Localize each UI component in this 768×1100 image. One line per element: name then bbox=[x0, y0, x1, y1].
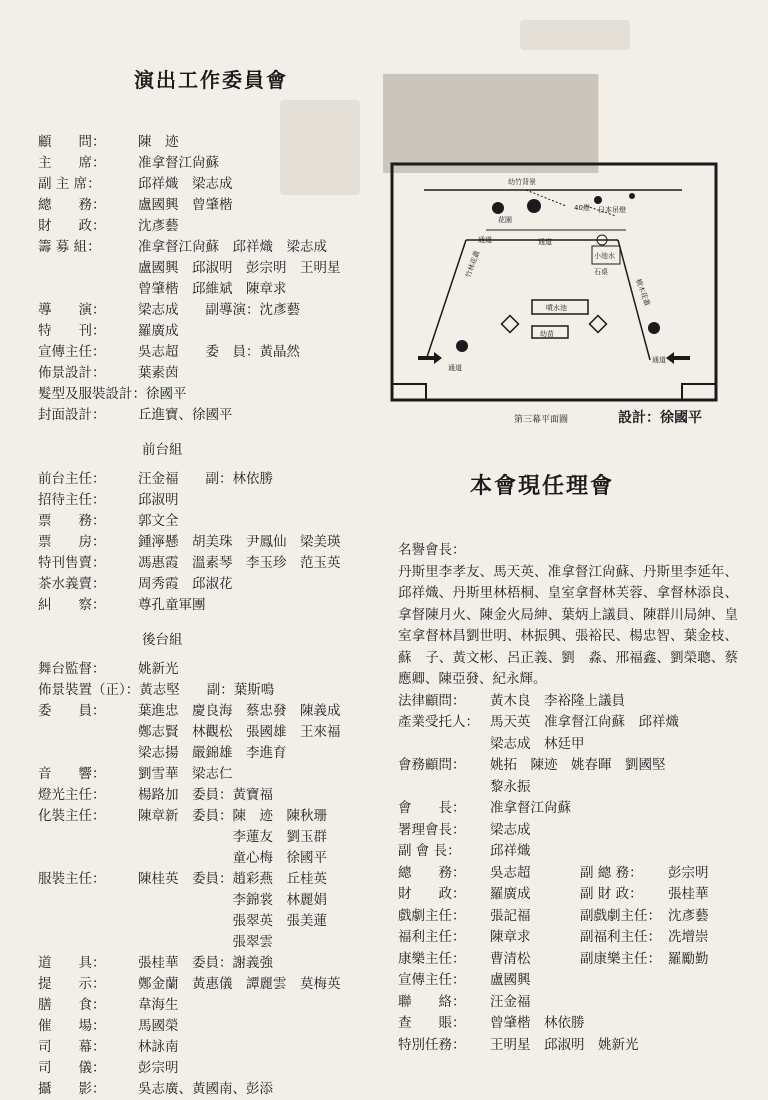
council-pair-row bbox=[398, 927, 738, 949]
council-pair-row bbox=[398, 884, 738, 906]
bleed-box bbox=[520, 20, 630, 50]
item-label bbox=[38, 279, 138, 300]
item-label: 化裝主任： bbox=[38, 808, 106, 824]
item-label: 委 員： bbox=[38, 703, 106, 719]
list-item bbox=[38, 1016, 408, 1037]
list-item bbox=[38, 469, 408, 490]
item-value: 黃志堅 副：葉斯鳴 bbox=[139, 682, 275, 698]
item-value: 沈彥藝 bbox=[668, 907, 709, 924]
item-value: 梁志成 bbox=[490, 821, 531, 838]
item-value: 吳志超 委 員：黃晶然 bbox=[138, 344, 300, 360]
item-label: 前台主任： bbox=[38, 471, 106, 487]
list-item bbox=[38, 680, 408, 701]
item-label: 提 示： bbox=[38, 976, 106, 992]
list-item bbox=[38, 953, 408, 974]
item-value: 徐國平 bbox=[146, 386, 187, 402]
item-label bbox=[398, 734, 490, 756]
item-label: 宣傳主任： bbox=[398, 972, 466, 988]
item-value: 王明星 邱淑明 姚新光 bbox=[490, 1036, 639, 1053]
item-value: 鄭志賢 林觀松 張國雄 王來福 bbox=[138, 724, 341, 740]
item-label: 特 刊： bbox=[38, 323, 106, 339]
item-value: 姚新光 bbox=[138, 661, 179, 677]
list-item bbox=[398, 777, 738, 799]
list-item bbox=[38, 701, 408, 722]
item-value: 黃木良 李裕隆上議員 bbox=[490, 692, 625, 709]
label-garden: 花園 bbox=[498, 216, 512, 224]
item-label: 總 務： bbox=[38, 197, 106, 213]
item-value: 汪金福 副：林依勝 bbox=[138, 471, 273, 487]
item-value: 童心梅 徐國平 bbox=[138, 850, 327, 866]
item-label: 查 賬： bbox=[398, 1015, 466, 1031]
item-value: 鍾濘懸 胡美珠 尹鳳仙 梁美瑛 bbox=[138, 534, 341, 550]
list-item bbox=[38, 659, 408, 680]
list-item bbox=[38, 258, 408, 279]
item-label: 糾 察： bbox=[38, 597, 106, 613]
page-title: 演出工作委員會 bbox=[134, 68, 288, 92]
item-label: 康樂主任： bbox=[398, 950, 466, 967]
list-item bbox=[398, 691, 738, 713]
list-item bbox=[38, 764, 408, 785]
item-value: 丘進寶、徐國平 bbox=[138, 407, 233, 423]
list-item bbox=[38, 300, 408, 321]
list-item bbox=[38, 1079, 408, 1100]
list-item bbox=[398, 755, 738, 777]
item-label: 福利主任： bbox=[398, 929, 466, 945]
item-label: 副 會 長： bbox=[398, 843, 461, 859]
list-item bbox=[38, 216, 408, 237]
committee-list bbox=[38, 132, 408, 1100]
item-value: 張桂華 bbox=[668, 886, 709, 902]
council-pair-row bbox=[398, 863, 738, 885]
list-item bbox=[38, 363, 408, 384]
item-label: 髮型及服裝設計： bbox=[38, 386, 146, 402]
item-value: 馮惠霞 溫素琴 李玉珍 范玉英 bbox=[138, 555, 341, 571]
item-label: 聯 絡： bbox=[398, 993, 466, 1010]
item-label: 司 幕： bbox=[38, 1039, 106, 1055]
item-label: 催 場： bbox=[38, 1018, 106, 1034]
item-value: 冼增崇 bbox=[668, 929, 709, 945]
item-label: 票 務： bbox=[38, 513, 106, 529]
item-label: 茶水義賣： bbox=[38, 576, 106, 592]
item-value: 梁志成 副導演：沈彥藝 bbox=[138, 302, 300, 318]
item-value: 羅廣成 bbox=[138, 323, 179, 339]
item-value: 葉素茵 bbox=[138, 365, 179, 381]
item-value: 馬天英 准拿督江尙蘇 邱祥熾 bbox=[490, 714, 679, 730]
item-label: 道 具： bbox=[38, 955, 106, 971]
label-lamp2: 日本吊燈 bbox=[598, 206, 626, 214]
item-label: 副康樂主任： bbox=[580, 950, 661, 967]
label-fountain-center: 噴水池 bbox=[546, 304, 567, 312]
label-lamp: 40燈 bbox=[574, 204, 590, 212]
item-label: 票 房： bbox=[38, 534, 106, 550]
item-label: 副 財 政： bbox=[580, 886, 643, 902]
item-value: 葉進忠 慶良海 蔡忠發 陳義成 bbox=[138, 703, 341, 719]
item-value: 盧國興 曾肇楷 bbox=[138, 197, 233, 213]
list-item bbox=[38, 785, 408, 806]
list-item bbox=[38, 195, 408, 216]
item-label: 膳 食： bbox=[38, 997, 106, 1013]
item-label: 籌 募 組： bbox=[38, 239, 101, 255]
item-label bbox=[38, 258, 138, 279]
council-pair-row bbox=[398, 906, 738, 928]
item-label: 佈景裝置（正）： bbox=[38, 682, 140, 698]
item-value: 劉雪華 梁志仁 bbox=[138, 766, 233, 782]
item-value: 黎永振 bbox=[490, 778, 531, 795]
item-value: 姚拓 陳迹 姚春暉 劉國堅 bbox=[490, 757, 666, 773]
item-value: 盧國興 邱淑明 彭宗明 王明星 bbox=[138, 260, 341, 276]
item-value: 梁志揚 嚴錦雄 李進育 bbox=[138, 745, 287, 761]
council-pair-row bbox=[398, 992, 738, 1014]
label-right: 樹木花叢 bbox=[634, 277, 652, 307]
item-label bbox=[38, 743, 138, 764]
item-value: 吳志超 bbox=[490, 864, 531, 881]
item-value: 陳章求 bbox=[490, 929, 531, 945]
list-item bbox=[38, 321, 408, 342]
item-label bbox=[38, 911, 138, 932]
item-label: 顧 問： bbox=[38, 134, 106, 150]
item-value: 李蓮友 劉玉群 bbox=[138, 829, 327, 845]
item-value: 陳章新 委員：陳 迹 陳秋珊 bbox=[138, 808, 327, 824]
item-label: 戲劇主任： bbox=[398, 907, 466, 924]
item-value: 陳 迹 bbox=[138, 134, 179, 150]
item-value: 羅廣成 bbox=[490, 886, 531, 902]
item-value: 梁志成 林廷甲 bbox=[490, 735, 585, 752]
item-label: 財 政： bbox=[398, 886, 466, 902]
label-table: 幼苗 bbox=[540, 330, 554, 338]
council-pair-row bbox=[398, 949, 738, 971]
item-label: 總 務： bbox=[398, 864, 466, 881]
item-label: 法律顧問： bbox=[398, 692, 466, 709]
list-item bbox=[38, 974, 408, 995]
item-value: 張記福 bbox=[490, 907, 531, 924]
item-label: 攝 影： bbox=[38, 1081, 106, 1097]
item-label: 導 演： bbox=[38, 302, 106, 318]
item-label bbox=[38, 722, 138, 743]
back-heading: 後台組 bbox=[142, 632, 183, 648]
item-label: 特別任務： bbox=[398, 1036, 466, 1053]
list-item bbox=[38, 553, 408, 574]
label-door: 通道 bbox=[478, 236, 492, 244]
item-value: 羅勵勤 bbox=[668, 950, 709, 967]
item-label: 署理會長： bbox=[398, 821, 466, 838]
label-door2: 通道 bbox=[448, 364, 462, 372]
item-value: 沈彥藝 bbox=[138, 218, 179, 234]
council-pair-row bbox=[398, 1013, 738, 1035]
item-label: 財 政： bbox=[38, 218, 106, 234]
diagram-designer: 設計：徐國平 bbox=[618, 410, 702, 426]
item-label: 主 席： bbox=[38, 155, 106, 171]
council-list bbox=[398, 540, 738, 1056]
item-value: 邱祥熾 梁志成 bbox=[138, 176, 233, 192]
item-value: 張翠英 張美蓮 bbox=[138, 913, 327, 929]
honorary-label: 名譽會長： bbox=[398, 542, 466, 558]
council-pair-row bbox=[398, 1035, 738, 1057]
label-left: 竹林花叢 bbox=[464, 249, 482, 279]
list-item bbox=[38, 911, 408, 932]
list-item bbox=[38, 511, 408, 532]
item-label: 音 響： bbox=[38, 766, 106, 782]
list-item bbox=[398, 712, 738, 734]
item-value: 准拿督江尙蘇 邱祥熾 梁志成 bbox=[138, 239, 327, 255]
item-value: 韋海生 bbox=[138, 997, 179, 1013]
item-value: 准拿督江尙蘇 bbox=[490, 800, 571, 816]
item-label: 服裝主任： bbox=[38, 871, 106, 887]
label-door3: 通道 bbox=[652, 356, 666, 364]
list-item bbox=[38, 405, 408, 426]
item-label: 會務顧問： bbox=[398, 757, 466, 773]
item-value: 張翠雲 bbox=[138, 934, 273, 950]
stage-plan-svg bbox=[386, 160, 722, 436]
item-value: 陳桂英 委員：趙彩燕 丘桂英 bbox=[138, 871, 327, 887]
item-value: 林詠南 bbox=[138, 1039, 179, 1055]
list-item bbox=[38, 869, 408, 890]
front-heading: 前台組 bbox=[142, 442, 183, 458]
list-item bbox=[38, 174, 408, 195]
item-label bbox=[398, 777, 490, 799]
item-value: 曾肇楷 邱維斌 陳章求 bbox=[138, 281, 287, 297]
item-label: 燈光主任： bbox=[38, 787, 106, 803]
item-label: 宣傳主任： bbox=[38, 344, 106, 360]
list-item bbox=[398, 798, 738, 820]
council-title: 本會現任理會 bbox=[470, 473, 615, 499]
item-value: 汪金福 bbox=[490, 993, 531, 1010]
item-value: 楊路加 委員：黃寶福 bbox=[138, 787, 273, 803]
item-label: 副 總 務： bbox=[580, 864, 643, 881]
list-item bbox=[398, 820, 738, 842]
label-top: 幼竹背景 bbox=[508, 178, 536, 186]
item-value: 邱淑明 bbox=[138, 492, 179, 508]
item-value: 尊孔童軍團 bbox=[138, 597, 206, 613]
item-value: 李錦裳 林麗娟 bbox=[138, 892, 327, 908]
item-value: 周秀霞 邱淑花 bbox=[138, 576, 233, 592]
list-item bbox=[38, 279, 408, 300]
item-value: 張桂華 委員：謝義強 bbox=[138, 955, 273, 971]
item-label: 產業受托人： bbox=[398, 714, 479, 730]
honorary-text: 丹斯里李孝友、馬天英、准拿督江尙蘇、丹斯里李延年、邱祥熾、丹斯里林梧桐、皇室拿督林芙蓉、拿督林添良、拿督陳月火、陳金火局紳、葉炳上議員、陳群川局紳、皇室拿督林昌劉世明、林振興、張裕民、楊忠智、葉金枝、蘇 子、黃文彬、呂正義、劉 淼、邢福鑫、劉榮聰、蔡應卿、陳亞發、紀永輝。 bbox=[398, 563, 738, 687]
list-item bbox=[38, 806, 408, 827]
list-item bbox=[38, 995, 408, 1016]
label-fountain: 石桌 bbox=[594, 268, 608, 276]
list-item bbox=[38, 132, 408, 153]
bleed-heading: ▇▇▇ bbox=[388, 60, 598, 172]
item-value: 鄭金蘭 黃惠儀 譚麗雲 莫梅英 bbox=[138, 976, 341, 992]
list-item bbox=[38, 932, 408, 953]
item-value: 馬國榮 bbox=[138, 1018, 179, 1034]
list-item bbox=[38, 532, 408, 553]
item-label: 特刊售賣： bbox=[38, 555, 106, 571]
item-label bbox=[38, 848, 138, 869]
item-label: 副戲劇主任： bbox=[580, 907, 661, 924]
item-value: 曹清松 bbox=[490, 950, 531, 967]
list-item bbox=[38, 574, 408, 595]
item-value: 彭宗明 bbox=[138, 1060, 179, 1076]
list-item bbox=[38, 384, 408, 405]
list-item bbox=[38, 153, 408, 174]
item-label bbox=[38, 890, 138, 911]
item-label: 副福利主任： bbox=[580, 929, 661, 945]
diagram-caption: 第三幕平面圖 bbox=[514, 415, 569, 425]
list-item bbox=[38, 743, 408, 764]
list-item bbox=[38, 848, 408, 869]
label-door4: 通道 bbox=[538, 238, 552, 246]
item-value: 彭宗明 bbox=[668, 864, 709, 881]
item-label: 封面設計： bbox=[38, 407, 106, 423]
item-label bbox=[38, 827, 138, 848]
item-label: 司 儀： bbox=[38, 1060, 106, 1076]
item-value: 盧國興 bbox=[490, 972, 531, 988]
list-item bbox=[38, 1058, 408, 1079]
item-label: 會 長： bbox=[398, 800, 466, 816]
list-item bbox=[38, 890, 408, 911]
list-item bbox=[38, 827, 408, 848]
item-label: 招待主任： bbox=[38, 492, 106, 508]
list-item bbox=[38, 237, 408, 258]
list-item bbox=[398, 734, 738, 756]
list-item bbox=[38, 595, 408, 616]
list-item bbox=[38, 722, 408, 743]
label-bench: 小池水 bbox=[594, 252, 615, 260]
item-value: 曾肇楷 林依勝 bbox=[490, 1015, 585, 1031]
council-pair-row bbox=[398, 970, 738, 992]
list-item bbox=[38, 342, 408, 363]
list-item bbox=[38, 490, 408, 511]
item-label: 佈景設計： bbox=[38, 365, 106, 381]
item-label: 副 主 席： bbox=[38, 176, 101, 192]
item-value: 邱祥熾 bbox=[490, 843, 531, 859]
item-value: 郭文全 bbox=[138, 513, 179, 529]
item-value: 吳志廣、黃國南、彭添 bbox=[138, 1081, 273, 1097]
list-item bbox=[398, 841, 738, 863]
item-label bbox=[38, 932, 138, 953]
item-value: 准拿督江尙蘇 bbox=[138, 155, 219, 171]
item-label: 舞台監督： bbox=[38, 661, 106, 677]
list-item bbox=[38, 1037, 408, 1058]
stage-plan-diagram bbox=[386, 160, 722, 436]
